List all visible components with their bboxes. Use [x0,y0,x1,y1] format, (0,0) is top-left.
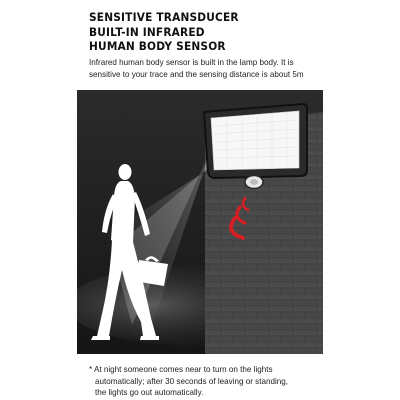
usage-note-line-2: automatically; after 30 seconds of leaving or standing, [95,376,289,386]
motion-sensor-icon [245,176,263,189]
usage-note [89,364,329,399]
night-scene-illustration [77,90,323,354]
feature-description [89,57,334,81]
solar-lamp-icon [204,104,307,178]
description-line-1: Infrared human body sensor is built in the lamp body. It is [89,58,294,67]
usage-note-line-3: the lights go out automatically. [95,388,204,397]
heading-line-3: HUMAN BODY SENSOR [89,39,226,53]
scene-graphic [77,90,323,354]
description-line-2: sensitive to your trace and the sensing distance is about 5m [89,70,304,79]
heading-line-1: SENSITIVE TRANSDUCER [89,10,239,24]
usage-note-line-1: * At night someone comes near to turn on the lights [89,365,273,374]
feature-heading [89,10,319,54]
heading-line-2: BUILT-IN INFRARED [89,24,205,39]
